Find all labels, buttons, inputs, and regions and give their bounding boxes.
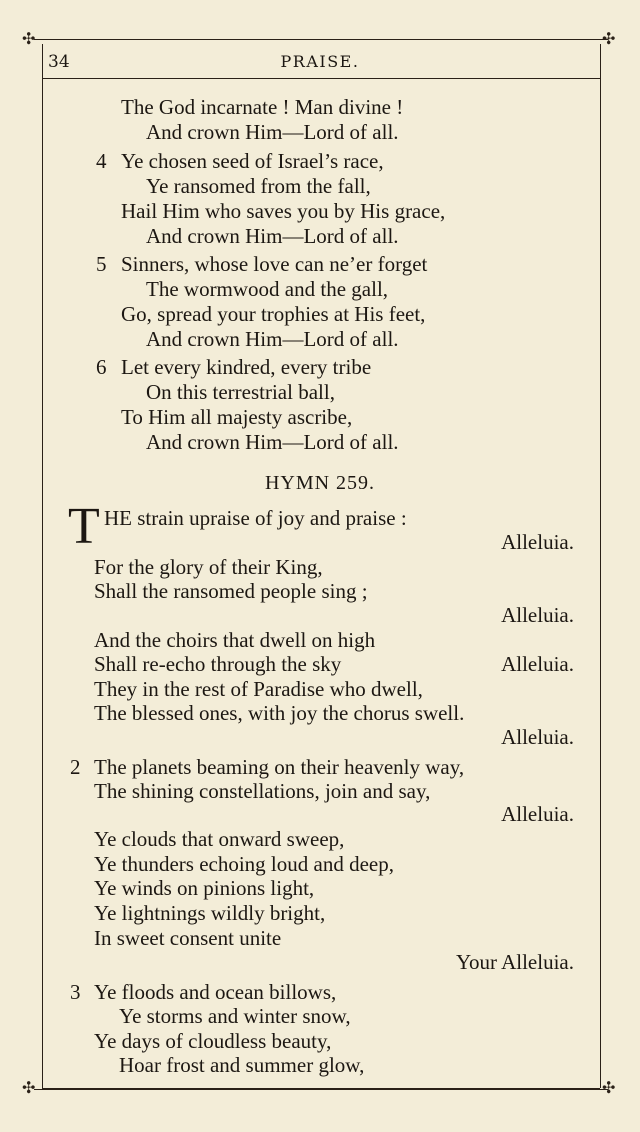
hymn-title: HYMN 259. [264,472,376,494]
hymn-line: Ye clouds that onward sweep, [94,827,345,851]
hymn-line: Ye ransomed from the fall, [146,174,371,198]
top-left-ornament: ✣ [22,29,36,48]
hymn-line: In sweet consent unite [94,926,282,950]
hymn-line: For the glory of their King, [94,555,323,579]
refrain: Alleluia. [501,725,574,749]
right-rule [600,44,601,1088]
hymn-line: Ye chosen seed of Israel’s race, [121,149,384,173]
hymn-line: Ye days of cloudless beauty, [94,1029,332,1053]
top-right-ornament: ✣ [602,29,616,48]
top-rule [34,39,608,40]
hymn-line: And crown Him—Lord of all. [146,224,399,248]
verse-number: 3 [70,980,81,1004]
hymn-line: The blessed ones, with joy the chorus swell. [94,701,465,725]
refrain: Alleluia. [501,652,574,676]
hymn-line: Ye thunders echoing loud and deep, [94,852,394,876]
refrain: Your Alleluia. [455,950,574,974]
hymn-line: And the choirs that dwell on high [94,628,376,652]
hymn-line: The planets beaming on their heavenly way, [94,755,465,779]
verse-number: 2 [70,755,81,779]
hymn-line: Ye storms and winter snow, [119,1004,351,1028]
hymn-line: Go, spread your trophies at His feet, [121,302,426,326]
hymn-line: Sinners, whose love can ne’er forget [121,252,428,276]
drop-cap: T [68,498,100,555]
left-rule [42,44,43,1088]
hymn-line: And crown Him—Lord of all. [146,120,399,144]
bottom-right-ornament: ✣ [602,1078,616,1097]
hymn-line: To Him all majesty ascribe, [121,405,353,429]
hymn-line: Shall the ransomed people sing ; [94,579,368,603]
hymn-line: Ye lightnings wildly bright, [94,901,326,925]
hymn-line: Let every kindred, every tribe [121,355,372,379]
hymn-line: And crown Him—Lord of all. [146,430,399,454]
bottom-rule-outer [34,1089,608,1090]
refrain: Alleluia. [501,530,574,554]
hymn-line: They in the rest of Paradise who dwell, [94,677,423,701]
hymn-line: HE strain upraise of joy and praise : [104,506,407,530]
running-head: PRAISE. [280,52,360,71]
hymn-line: The God incarnate ! Man divine ! [121,95,404,119]
hymn-line: Shall re-echo through the sky [94,652,342,676]
hymn-line: Hoar frost and summer glow, [119,1053,365,1077]
bottom-left-ornament: ✣ [22,1078,36,1097]
page-header [0,52,640,74]
verse-number: 6 [96,355,107,379]
hymn-line: Ye winds on pinions light, [94,876,315,900]
page-number: 34 [48,52,70,72]
hymn-line: The wormwood and the gall, [146,277,389,301]
hymn-line: The shining constellations, join and say, [94,779,431,803]
top-rule-thin [42,78,600,79]
refrain: Alleluia. [501,802,574,826]
hymn-line: Ye floods and ocean billows, [94,980,337,1004]
hymn-line: And crown Him—Lord of all. [146,327,399,351]
verse-number: 4 [96,149,107,173]
refrain: Alleluia. [501,603,574,627]
hymn-line: Hail Him who saves you by His grace, [121,199,446,223]
hymn-line: On this terrestrial ball, [146,380,335,404]
verse-number: 5 [96,252,107,276]
